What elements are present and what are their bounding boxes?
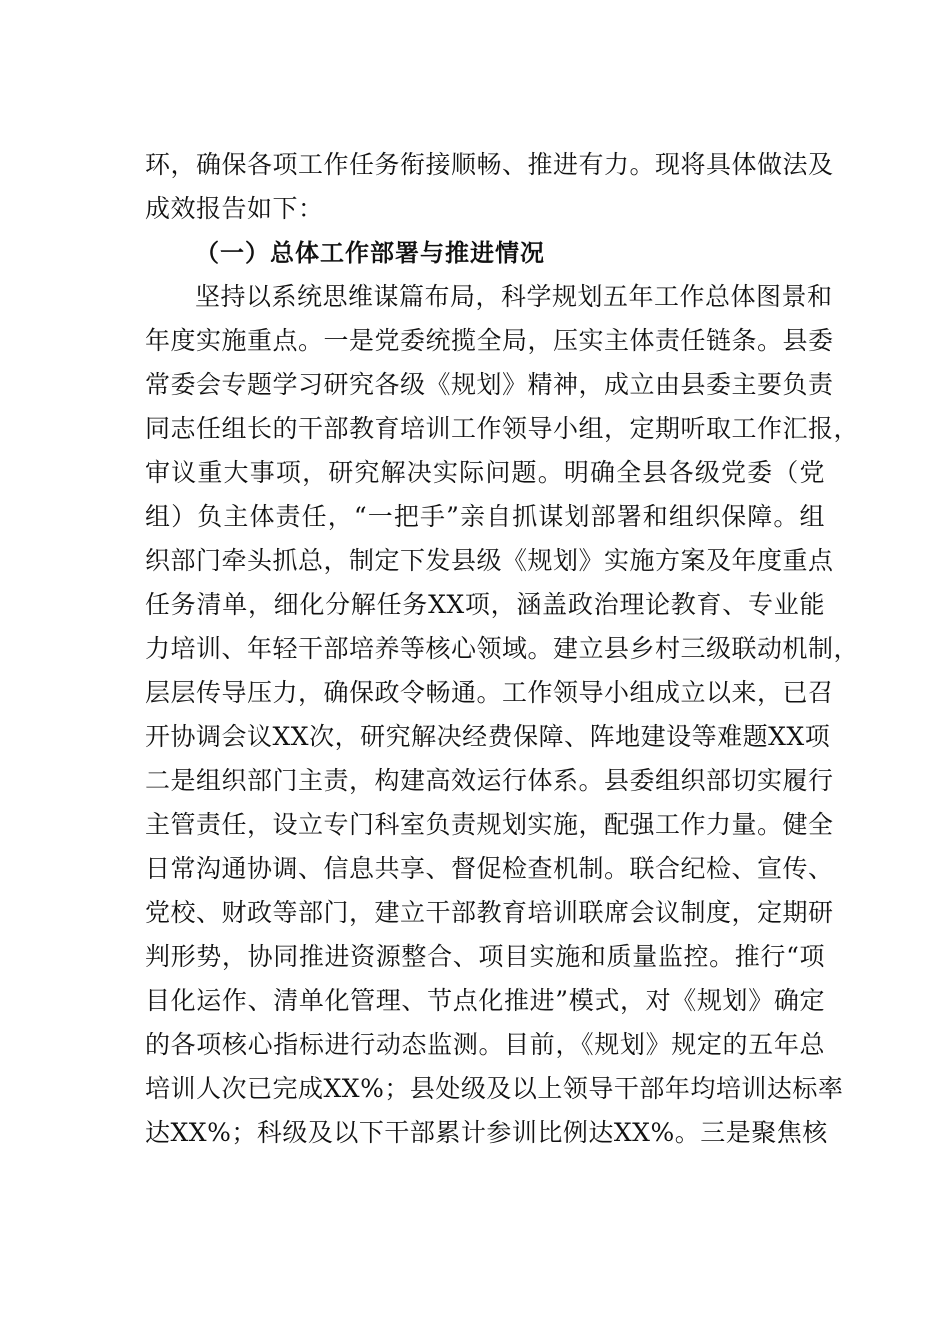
paragraph-line: 环，确保各项工作任务衔接顺畅、推进有力。现将具体做法及	[145, 150, 834, 179]
paragraph-line: 党校、财政等部门，建立干部教育培训联席会议制度，定期研	[145, 898, 834, 927]
paragraph-line: 坚持以系统思维谋篇布局，科学规划五年工作总体图景和	[195, 282, 833, 311]
paragraph-line: 主管责任，设立专门科室负责规划实施，配强工作力量。健全	[145, 810, 834, 839]
paragraph-line: 成效报告如下：	[145, 194, 324, 223]
paragraph-line: 二是组织部门主责，构建高效运行体系。县委组织部切实履行	[145, 766, 834, 795]
paragraph-line: 日常沟通协调、信息共享、督促检查机制。联合纪检、宣传、	[145, 854, 834, 883]
paragraph-line: 层层传导压力，确保政令畅通。工作领导小组成立以来，已召	[145, 678, 834, 707]
paragraph-line: 开协调会议XX次，研究解决经费保障、阵地建设等难题XX项	[145, 722, 831, 751]
paragraph-line: 同志任组长的干部教育培训工作领导小组，定期听取工作汇报，	[145, 414, 860, 443]
paragraph-line: 目化运作、清单化管理、节点化推进”模式，对《规划》确定	[145, 986, 825, 1015]
paragraph-line: 达XX%；科级及以下干部累计参训比例达XX%。三是聚焦核	[145, 1118, 828, 1147]
paragraph-line: 培训人次已完成XX%；县处级及以上领导干部年均培训达标率	[145, 1074, 844, 1103]
section-heading: （一）总体工作部署与推进情况	[195, 239, 545, 267]
paragraph-line: 的各项核心指标进行动态监测。目前，《规划》规定的五年总	[145, 1030, 825, 1059]
paragraph-line: 组）负主体责任，“一把手”亲自抓谋划部署和组织保障。组	[145, 502, 825, 531]
paragraph-line: 常委会专题学习研究各级《规划》精神，成立由县委主要负责	[145, 370, 834, 399]
paragraph-line: 任务清单，细化分解任务XX项，涵盖政治理论教育、专业能	[145, 590, 825, 619]
paragraph-line: 判形势，协同推进资源整合、项目实施和质量监控。推行“项	[145, 942, 825, 971]
paragraph-line: 审议重大事项，研究解决实际问题。明确全县各级党委（党	[145, 458, 825, 487]
paragraph-line: 力培训、年轻干部培养等核心领域。建立县乡村三级联动机制，	[145, 634, 860, 663]
document-body	[145, 143, 860, 1155]
paragraph-line: 年度实施重点。一是党委统揽全局，压实主体责任链条。县委	[145, 326, 834, 355]
paragraph-line: 织部门牵头抓总，制定下发县级《规划》实施方案及年度重点	[145, 546, 834, 575]
